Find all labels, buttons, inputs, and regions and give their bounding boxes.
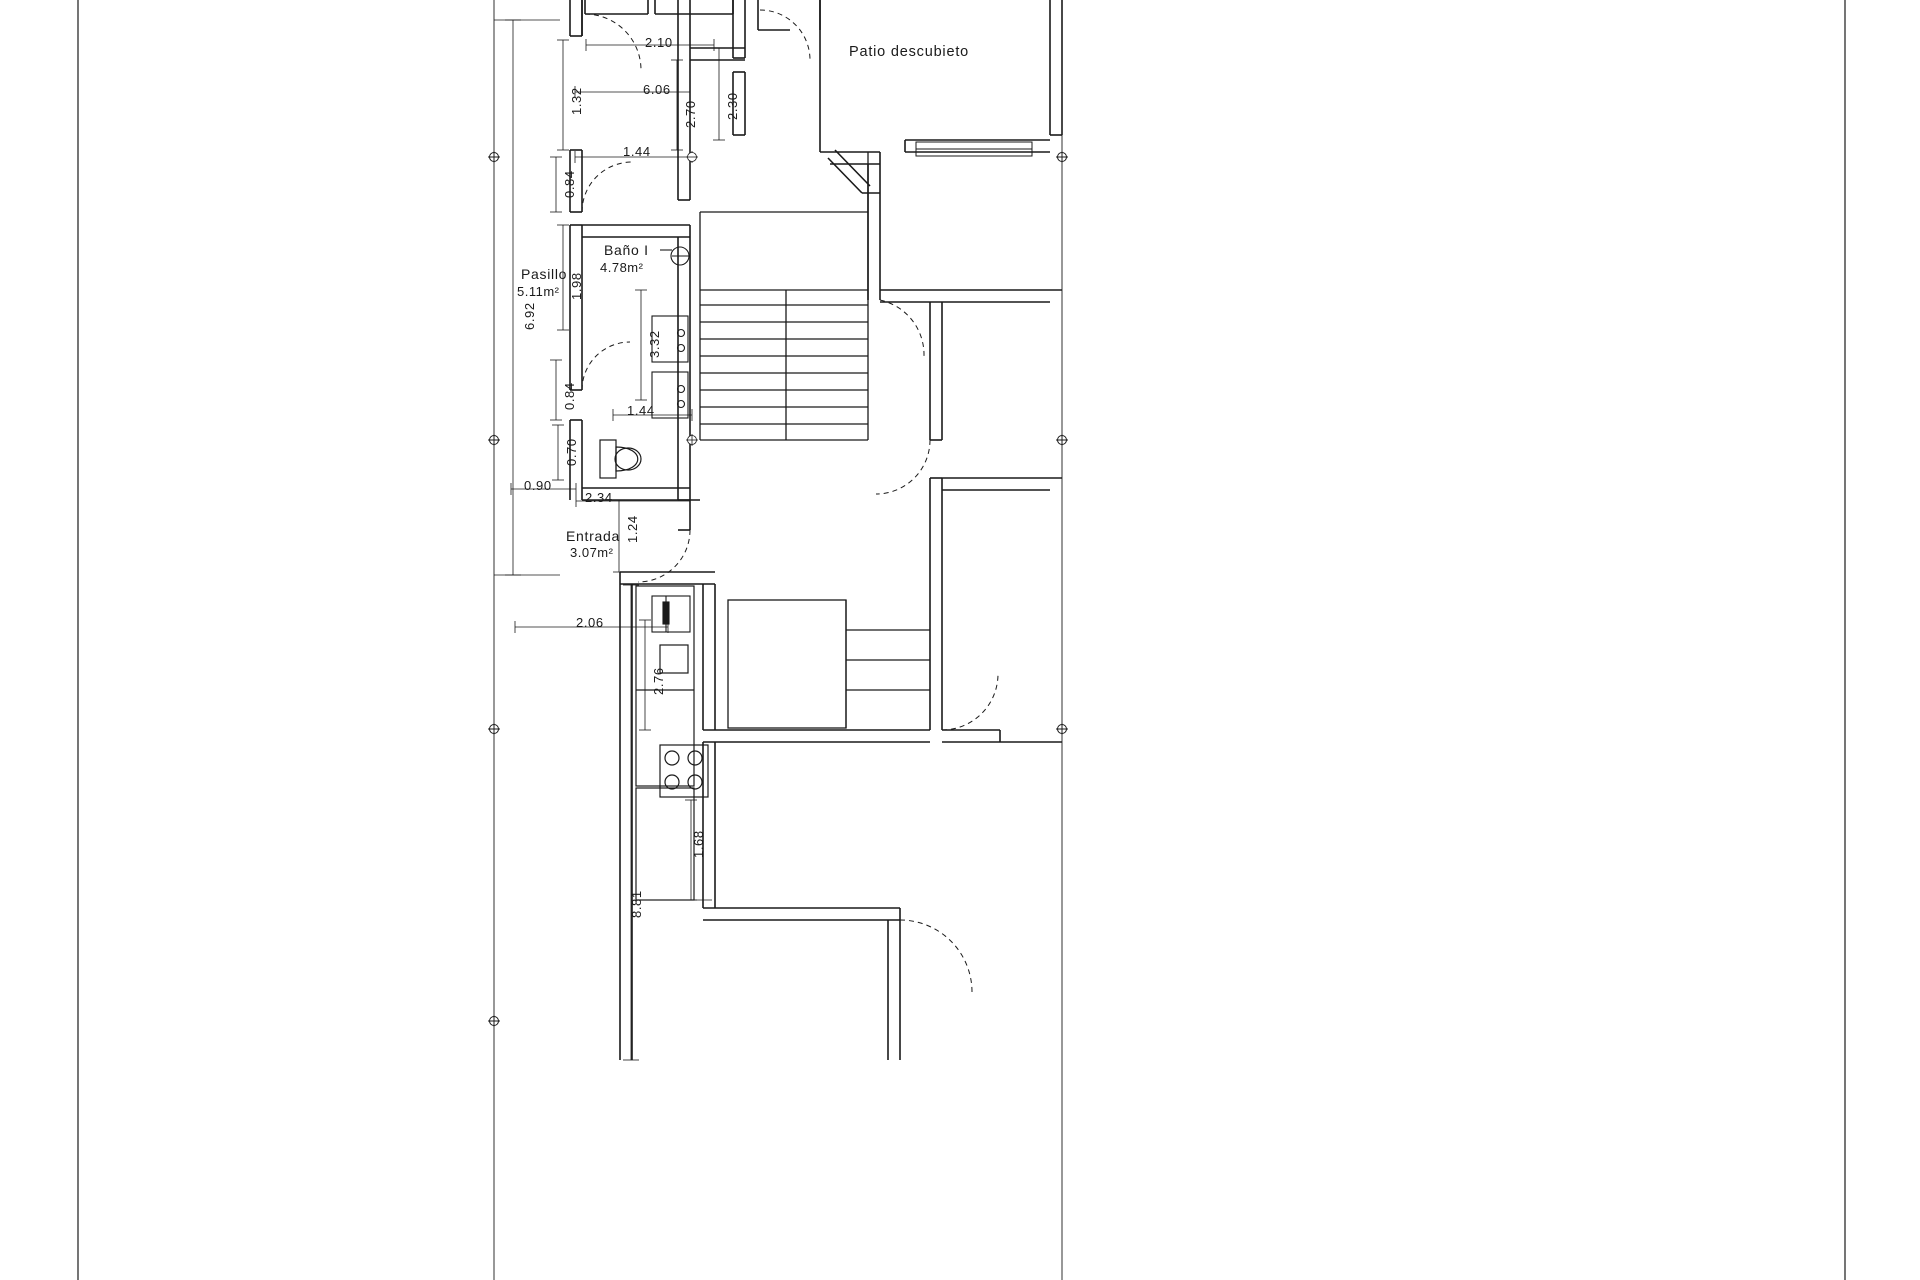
room-area-bano: 4.78m² bbox=[600, 260, 644, 275]
walls-right-rooms bbox=[880, 290, 1062, 742]
dimension-2-06: 2.06 bbox=[576, 615, 604, 630]
walls-patio-top bbox=[758, 0, 1062, 152]
lower-island bbox=[728, 600, 930, 728]
dimension-2-76: 2.76 bbox=[651, 667, 666, 695]
walls-entrada bbox=[620, 500, 930, 1060]
dimension-0-84-upper: 0.84 bbox=[562, 170, 577, 198]
room-label-patio: Patio descubieto bbox=[849, 44, 970, 60]
sheet-border bbox=[78, 0, 1845, 1280]
dimension-2-10: 2.10 bbox=[645, 35, 673, 50]
axis-line-left bbox=[488, 0, 500, 1280]
dimension-1-24: 1.24 bbox=[625, 515, 640, 543]
room-label-bano: Baño I bbox=[604, 242, 649, 258]
dimension-2-34: 2.34 bbox=[585, 490, 613, 505]
patio-window bbox=[916, 142, 1032, 156]
dimension-8-81: 8.81 bbox=[629, 890, 644, 918]
dimension-0-90: 0.90 bbox=[524, 478, 552, 493]
dimension-6-06: 6.06 bbox=[643, 82, 671, 97]
walls-top-partitions bbox=[585, 0, 745, 135]
dimension-0-84-lower: 0.84 bbox=[562, 382, 577, 410]
washbasin-fixture bbox=[660, 247, 689, 265]
dimension-1-44-lower: 1.44 bbox=[627, 403, 655, 418]
dimension-1-44-upper: 1.44 bbox=[623, 144, 651, 159]
dimension-1-98: 1.98 bbox=[569, 272, 584, 300]
dimension-1-32: 1.32 bbox=[569, 87, 584, 115]
dimension-3-32: 3.32 bbox=[647, 330, 662, 358]
staircase bbox=[700, 152, 868, 440]
dimension-1-68: 1.68 bbox=[691, 830, 706, 858]
room-label-entrada: Entrada bbox=[566, 528, 620, 544]
dimension-2-70: 2.70 bbox=[683, 100, 698, 128]
dimension-6-92: 6.92 bbox=[522, 302, 537, 330]
room-area-pasillo: 5.11m² bbox=[517, 284, 560, 299]
toilet-fixture bbox=[600, 440, 641, 478]
stove-four-burner bbox=[660, 745, 708, 797]
dimension-ticks bbox=[511, 39, 725, 900]
sink-fixture bbox=[652, 372, 688, 418]
dimension-0-70: 0.70 bbox=[564, 438, 579, 466]
dimension-2-30: 2.30 bbox=[725, 92, 740, 120]
room-area-entrada: 3.07m² bbox=[570, 545, 614, 560]
axis-line-right bbox=[1056, 0, 1068, 1280]
room-label-pasillo: Pasillo bbox=[521, 266, 568, 282]
